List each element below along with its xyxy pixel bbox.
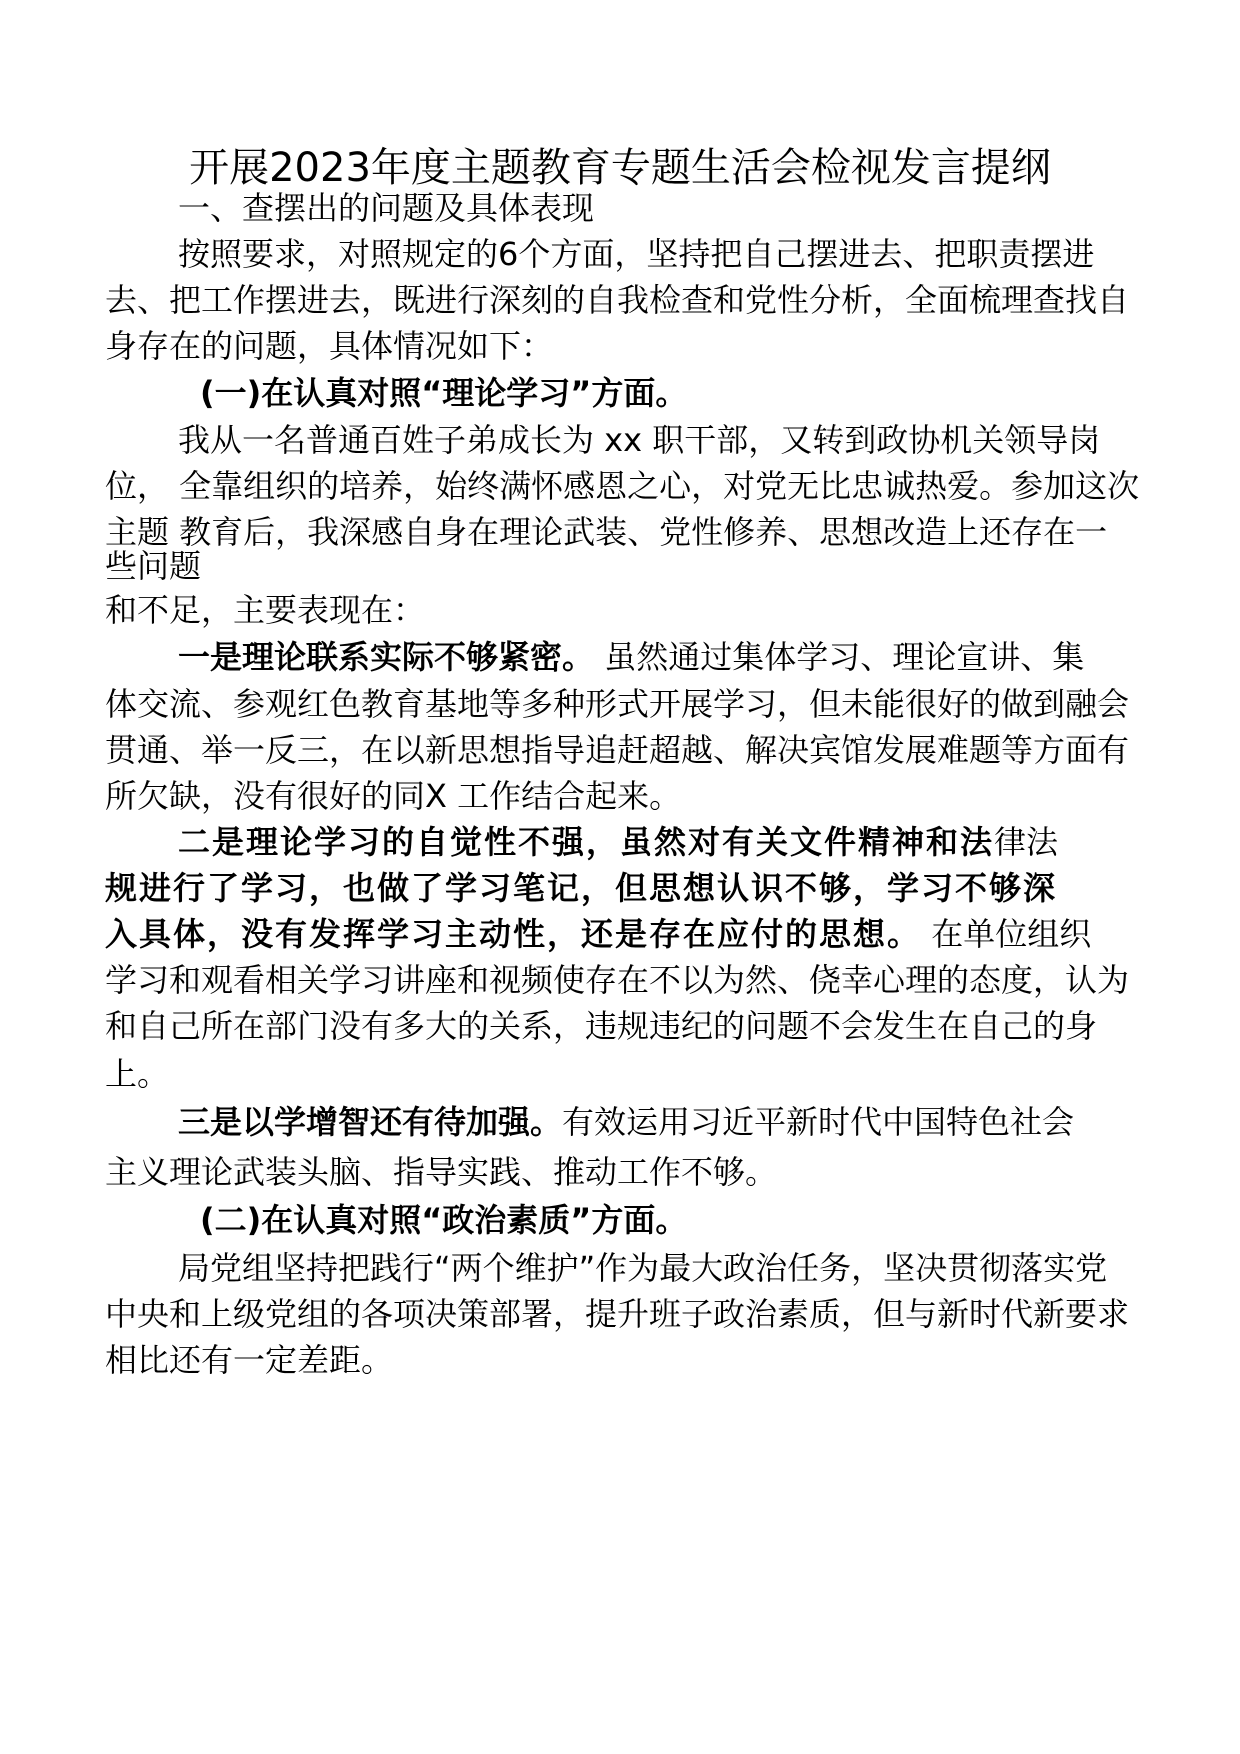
point-text: 在单位组织 (921, 915, 1092, 953)
point-line (178, 1102, 1074, 1142)
subsection-heading: (一)在认真对照“理论学习”方面。 (200, 374, 688, 412)
paragraph-line: 我从一名普通百姓子弟成长为 xx 职干部，又转到政协机关领导岗 (178, 421, 1101, 459)
point-line (178, 637, 1084, 677)
section-heading: 一、查摆出的问题及具体表现 (178, 189, 595, 227)
paragraph-line: 些问题 (105, 547, 202, 585)
paragraph-line: 体交流、参观红色教育基地等多种形式开展学习，但未能很好的做到融会 (105, 685, 1130, 723)
point-text: 虽然通过集体学习、理论宣讲、集 (594, 638, 1085, 676)
point-line (105, 914, 1091, 954)
point-text: 有效运用习近平新时代中国特色社会 (562, 1103, 1075, 1141)
intro-line: 身存在的问题，具体情况如下： (105, 327, 554, 365)
intro-line: 按照要求，对照规定的6个方面，坚持把自己摆进去、把职责摆进 (178, 235, 1095, 273)
paragraph-line: 贯通、举一反三，在以新思想指导追赶超越、解决宾馆发展难题等方面有 (105, 731, 1130, 769)
point-line (105, 868, 1057, 908)
paragraph-line: 局党组坚持把践行“两个维护”作为最大政治任务，坚决贯彻落实党 (178, 1249, 1108, 1287)
paragraph-line: 所欠缺，没有很好的同X 工作结合起来。 (105, 777, 682, 815)
point-lead: 二是理论学习的自觉性不强，虽然对有关文件精神和法 (178, 823, 995, 861)
point-lead: 规进行了学习，也做了学习笔记，但思想认识不够，学习不够深 (105, 869, 1058, 907)
paragraph-line: 上。 (105, 1055, 170, 1093)
point-lead: 一是理论联系实际不够紧密。 (178, 638, 595, 676)
paragraph-line: 学习和观看相关学习讲座和视频使存在不以为然、侥幸心理的态度，认为 (105, 961, 1130, 999)
paragraph-line: 主题 教育后，我深感自身在理论武装、党性修养、思想改造上还存在一 (105, 513, 1108, 551)
paragraph-line: 位， 全靠组织的培养，始终满怀感恩之心，对党无比忠诚热爱。参加这次 (105, 467, 1140, 505)
subsection-heading: (二)在认真对照“政治素质”方面。 (200, 1201, 688, 1239)
point-lead: 三是以学增智还有待加强。 (178, 1103, 563, 1141)
paragraph-line: 中央和上级党组的各项决策部署，提升班子政治素质，但与新时代新要求 (105, 1295, 1130, 1333)
paragraph-line: 相比还有一定差距。 (105, 1341, 394, 1379)
point-text: 律法 (994, 823, 1059, 861)
point-line (178, 822, 1058, 862)
document-title: 开展2023年度主题教育专题生活会检视发言提纲 (189, 145, 1051, 191)
point-lead: 入具体，没有发挥学习主动性，还是存在应付的思想。 (105, 915, 922, 953)
paragraph-line: 主义理论武装头脑、指导实践、推动工作不够。 (105, 1153, 778, 1191)
paragraph-line: 和自己所在部门没有多大的关系，违规违纪的问题不会发生在自己的身 (105, 1007, 1098, 1045)
intro-line: 去、把工作摆进去，既进行深刻的自我检查和党性分析，全面梳理查找自 (105, 281, 1130, 319)
paragraph-line: 和不足，主要表现在： (105, 591, 426, 629)
